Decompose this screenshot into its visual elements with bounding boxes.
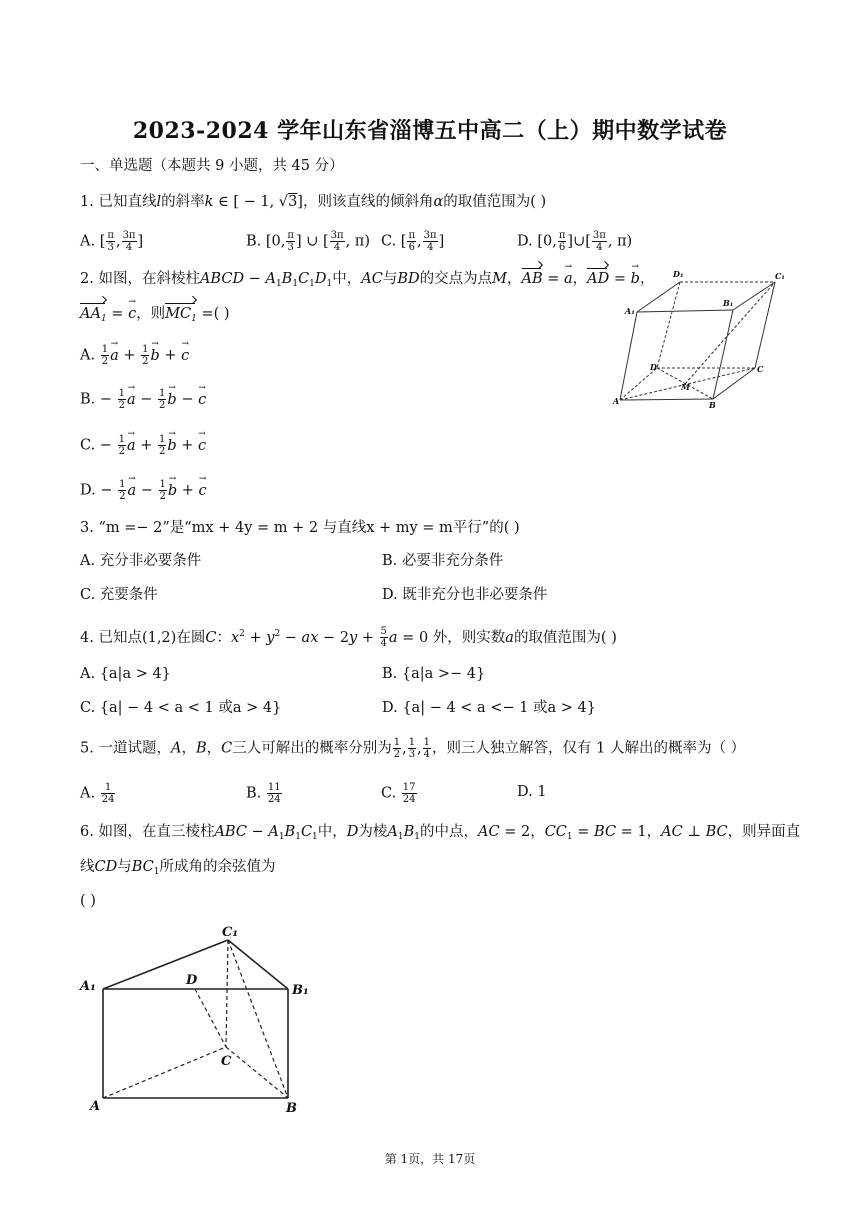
label-C1: C₁ xyxy=(775,271,785,281)
label-M: M xyxy=(681,382,690,392)
question-5-stem: 5. 一道试题，A，B，C三人可解出的概率分别为 $\frac{1}{2}$ , $\frac{1}{3}$ , $\frac{1}{4}$ ，则三人独立解答，仅有 1 人解出的概率为（ ） xyxy=(80,737,746,760)
question-2-option-c: C. − $\frac{1}{2}$ → a + $\frac{1}{2}$ → b + → c xyxy=(80,434,206,457)
label-D1: D₁ xyxy=(673,269,684,279)
question-1-option-c: C. [ $\frac{\pi}{6}$ , $\frac{3\pi}{4}$ ] xyxy=(381,230,445,253)
question-5-option-c: C. $\frac{17}{24}$ xyxy=(381,782,416,805)
question-3-option-b: B. 必要非充分条件 xyxy=(382,553,504,569)
question-6-stem: 6. 如图，在直三棱柱ABC − $A_1B_1C_1$中，D为棱$A_1B_1$的中点，AC = 2，$CC_1$ = BC = 1，AC ⊥ BC，则异面直 xyxy=(80,824,801,842)
question-2-option-d: D. − $\frac{1}{2}$ → a − $\frac{1}{2}$ → b + → c xyxy=(80,479,207,502)
section-heading: 一、单选题（本题共 9 小题，共 45 分） xyxy=(80,158,344,174)
question-5-option-b: B. $\frac{11}{24}$ xyxy=(246,782,281,805)
label-B: B xyxy=(709,400,716,410)
label-D: D xyxy=(186,973,198,988)
question-1-option-d: D. [0, $\frac{\pi}{6}$ ]∪[ $\frac{3\pi}{4}$ , π) xyxy=(517,230,633,253)
label-B: B xyxy=(286,1101,297,1116)
question-4-option-d: D. {a| − 4 < a <− 1 或a > 4} xyxy=(382,700,597,716)
label-B1: B₁ xyxy=(292,983,309,998)
question-1-option-b: B. [0, $\frac{\pi}{3}$ ] ∪ [ $\frac{3\pi}{4}$ , π) xyxy=(246,230,370,253)
question-4-option-b: B. {a|a >− 4} xyxy=(382,666,486,682)
question-1-option-a: A. [ $\frac{\pi}{3}$ , $\frac{3\pi}{4}$ ] xyxy=(80,230,144,253)
question-4-stem: 4. 已知点(1,2)在圆C：$x^2 + y^2$ − ax − 2y + $\frac{5}{4}$ a = 0 外，则实数a的取值范围为( ) xyxy=(80,626,617,650)
question-6-stem-line2: 线CD与$BC_1$所成角的余弦值为 xyxy=(80,859,276,877)
question-2-option-a: A. $\frac{1}{2}$ → a + $\frac{1}{2}$ → b + → c xyxy=(80,344,189,367)
question-2-option-b: B. − $\frac{1}{2}$ → a − $\frac{1}{2}$ → b − → c xyxy=(80,388,206,411)
question-3-option-c: C. 充要条件 xyxy=(80,587,158,603)
question-4-option-a: A. {a|a > 4} xyxy=(80,666,171,682)
label-C: C xyxy=(221,1054,232,1069)
question-1-stem: 1. 已知直线l的斜率k ∈ [ − 1, √3]，则该直线的倾斜角α的取值范围为( ) xyxy=(80,194,547,210)
label-A1: A₁ xyxy=(80,979,96,994)
label-A: A xyxy=(613,396,620,406)
label-D: D xyxy=(650,362,657,372)
label-A1: A₁ xyxy=(625,306,635,316)
label-C1: C₁ xyxy=(222,925,239,940)
label-A: A xyxy=(90,1099,101,1114)
triangular-prism-figure xyxy=(78,920,318,1120)
question-2-stem-line2: $AA_1$ = → c，则$MC_1$ =( ) xyxy=(80,304,230,329)
question-5-option-d: D. 1 xyxy=(517,784,547,800)
question-3-option-d: D. 既非充分也非必要条件 xyxy=(382,587,548,603)
question-5-option-a: A. $\frac{1}{24}$ xyxy=(80,782,115,805)
page-footer: 第 1页，共 17页 xyxy=(384,1152,476,1166)
question-6-paren: ( ) xyxy=(80,893,96,909)
question-3-stem: 3. “m =− 2”是“mx + 4y = m + 2 与直线x + my = m平行”的( ) xyxy=(80,520,520,536)
question-4-option-c: C. {a| − 4 < a < 1 或a > 4} xyxy=(80,700,282,716)
label-C: C xyxy=(757,364,764,374)
prism-figure xyxy=(605,262,795,412)
label-B1: B₁ xyxy=(723,298,734,308)
exam-title: 2023-2024 学年山东省淄博五中高二（上）期中数学试卷 xyxy=(132,118,728,144)
question-2-stem: 2. 如图，在斜棱柱ABCD − $A_1B_1C_1D_1$中，AC与BD的交点为点M，AB = → a，AD = → b， xyxy=(80,269,654,294)
question-3-option-a: A. 充分非必要条件 xyxy=(80,553,202,569)
